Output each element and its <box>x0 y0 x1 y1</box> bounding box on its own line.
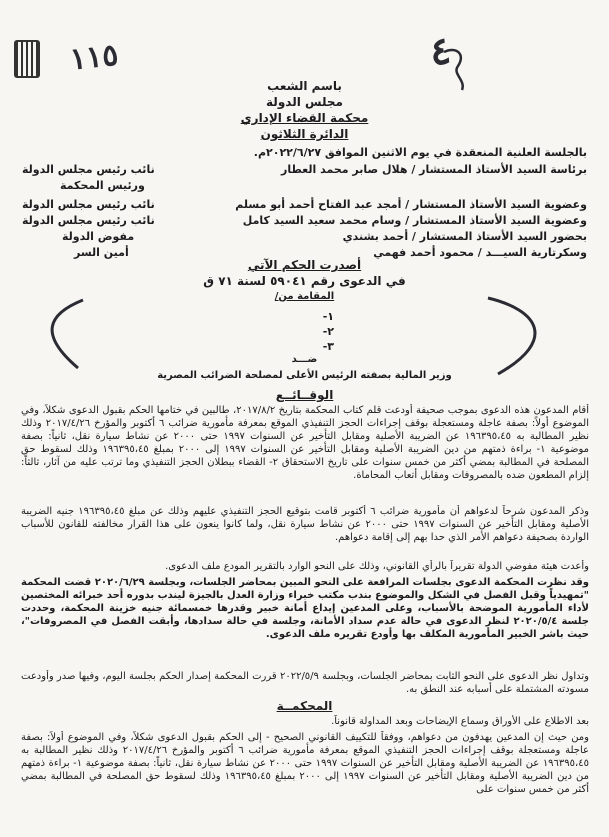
handwritten-page-number: ١١٥ <box>68 37 121 78</box>
facts-paragraph-3: وأعدت هيئة مفوضي الدولة تقريراً بالرأي القانوني، وذلك على النحو الوارد بالتقرير المودع ملف الدعوى. <box>165 561 589 572</box>
ruling-issued: أصدرت الحكم الآتي <box>247 258 362 272</box>
plaintiff-1: ١- <box>322 310 334 323</box>
header-council: مجلس الدولة <box>266 95 343 109</box>
facts-paragraph-4: وقد نظرت المحكمة الدعوى بجلسات المرافعة على النحو المبين بمحاضر الجلسات، وبجلسة ٢٠٢٠/٦/٢٩ قضت المحكمة "تمهيدياً وقبل الفصل في الشكل والموضوع بندب مكتب خبراء وزارة العدل بالجيزة ليندب بدوره أحد خبرائه المختصين لأداء المأمورية الموضحة بالأسباب، وعلى المدعين إيداع أمانة خبير وقدرها خمسمائة جنيه خزينة المحكمة، وحددت جلسة ٢٠٢٠/٥/٤ لنظر الدعوى في حالة عدم سداد الأمانة، وجلسة في حالة سدادها، وأبقت الفصل في المصروفات"، حيث باشر الخبير المأمورية المكلف بها وأودع تقريره ملف الدعوى. <box>21 577 589 640</box>
session-secretary: وسكرتارية السيـــد / محمود أحمد فهمي <box>373 246 587 259</box>
court-title: المحكمــة <box>276 699 333 713</box>
role-vice-president-3: نائب رئيس مجلس الدولة <box>22 214 155 227</box>
filed-by-label: المقامة من/ <box>274 291 335 302</box>
header-court: محكمة القضاء الإداري <box>240 111 369 125</box>
role-vice-president-1: نائب رئيس مجلس الدولة <box>22 163 155 176</box>
defendant-name: وزير المالية بصفته الرئيس الأعلى لمصلحة الضرائب المصرية <box>157 370 452 381</box>
session-member-1: وعضوية السيد الأستاذ المستشار / أمجد عبد الفتاح أحمد أبو مسلم <box>235 198 587 211</box>
session-member-2: وعضوية السيد الأستاذ المستشار / وسام محمد سعيد السيد كامل <box>242 214 587 227</box>
court-paragraph-1: بعد الاطلاع على الأوراق وسماع الإيضاحات وبعد المداولة قانوناً. <box>331 716 589 727</box>
session-commissioner: بحضور السيد الأستاذ المستشار / أحمد بشندي <box>342 230 587 243</box>
session-president: برئاسة السيد الأستاذ المستشار / هلال صابر محمد العطار <box>281 163 587 176</box>
document-header <box>0 78 609 142</box>
court-paragraph-2: ومن حيث إن المدعين يهدفون من دعواهم، ووفقاً للتكييف القانوني الصحيح - إلى الحكم بقبول الدعوى شكلاً، وفي الموضوع أولاً: بصفة عاجلة ومستعجلة بوقف إجراءات الحجز التنفيذي الموقع بمعرفة مأمورية ضرائب ٦ أكتوبر والمؤرخ ٢٠١٧/٤/٢٦ وذلك نظير المطالبة به ١٩٦٣٩٥،٤٥ عن الضريبة الأصلية ومقابل التأخير عن السنوات ١٩٩٧ حتى ٢٠٠٠ عن نشاط سيارة نقل، ثانياً: بصفة موضوعية ١- براءة ذمتهم من دين الضريبة الأصلية ومقابل التأخير عن السنوات ١٩٩٧ إلى ٢٠٠٠ بمبلغ ١٩٦٣٩٥،٤٥ وذلك لسقوط حق المصلحة في المطالبة بمضي أكثر من خمس سنوات على <box>21 732 589 795</box>
plaintiff-3: ٣- <box>322 340 334 353</box>
facts-paragraph-5: وتداول نظر الدعوى على النحو الثابت بمحاضر الجلسات، وبجلسة ٢٠٢٢/٥/٩ قررت المحكمة إصدار الحكم بجلسة اليوم، وفيها صدر وأودعت مسودته المشتملة على أسبابه عند النطق به. <box>21 671 589 695</box>
header-circuit: الدائرة الثلاثون <box>260 127 349 141</box>
against-label: ضـــد <box>291 354 318 365</box>
archive-stamp-icon <box>14 40 40 78</box>
header-people: باسم الشعب <box>267 79 342 93</box>
role-secretary: أمين السر <box>74 246 129 259</box>
role-vice-president-2: نائب رئيس مجلس الدولة <box>22 198 155 211</box>
case-number: في الدعوى رقم ٥٩٠٤١ لسنة ٧١ ق <box>203 274 406 288</box>
session-date-line: بالجلسة العلنية المنعقدة في يوم الاثنين الموافق ٢٠٢٢/٦/٢٧م. <box>253 146 587 159</box>
handwritten-folio-number: ٤ <box>427 27 453 74</box>
facts-paragraph-1: أقام المدعون هذه الدعوى بموجب صحيفة أودعت قلم كتاب المحكمة بتاريخ ٢٠١٧/٨/٢، طالبين في ختامها الحكم بقبول الدعوى شكلاً، وفي الموضوع أولاً: بصفة عاجلة ومستعجلة بوقف إجراءات الحجز التنفيذي الموقع بمعرفة مأمورية ضرائب ٦ أكتوبر والمؤرخ ٢٠١٧/٤/٢٦ وذلك نظير المطالبة به ١٩٦٣٩٥،٤٥ عن الضريبة الأصلية ومقابل التأخير عن السنوات ١٩٩٧ حتى ٢٠٠٠ عن نشاط سيارة نقل، ثانياً: بصفة موضوعية ١- براءة ذمتهم من دين الضريبة الأصلية ومقابل التأخير عن السنوات ١٩٩٧ إلى ٢٠٠٠ بمبلغ ١٩٦٣٩٥،٤٥ وذلك لسقوط حق المصلحة في المطالبة بمضي أكثر من خمس سنوات على تاريخ الاستحقاق ٢- القضاء ببطلان الحجز التنفيذي وما ترتب عليه من آثار، ثالثاً: إلزام المطعون ضده بالمصروفات ومقابل أتعاب المحاماة. <box>21 405 589 481</box>
role-commissioner: مفوض الدولة <box>62 230 135 243</box>
handwritten-bracket-right-icon <box>478 290 568 380</box>
facts-paragraph-2: وذكر المدعون شرحاً لدعواهم أن مأمورية ضرائب ٦ أكتوبر قامت بتوقيع الحجز التنفيذي عليهم وذلك عن مبلغ ١٩٦٣٩٥،٤٥ جنيه الضريبة الأصلية ومقابل التأخير عن السنوات ١٩٩٧ حتى ٢٠٠٠ عن نشاط سيارة نقل، ولما كانوا ينعون على هذا القرار مخالفته للقانون للأسباب الواردة بصحيفة دعواهم الأمر الذي حدا بهم إلى إقامة دعواهم. <box>21 506 589 543</box>
plaintiff-2: ٢- <box>322 325 334 338</box>
facts-title: الوقــائــع <box>275 388 334 402</box>
role-court-president: ورئيس المحكمة <box>60 179 145 192</box>
